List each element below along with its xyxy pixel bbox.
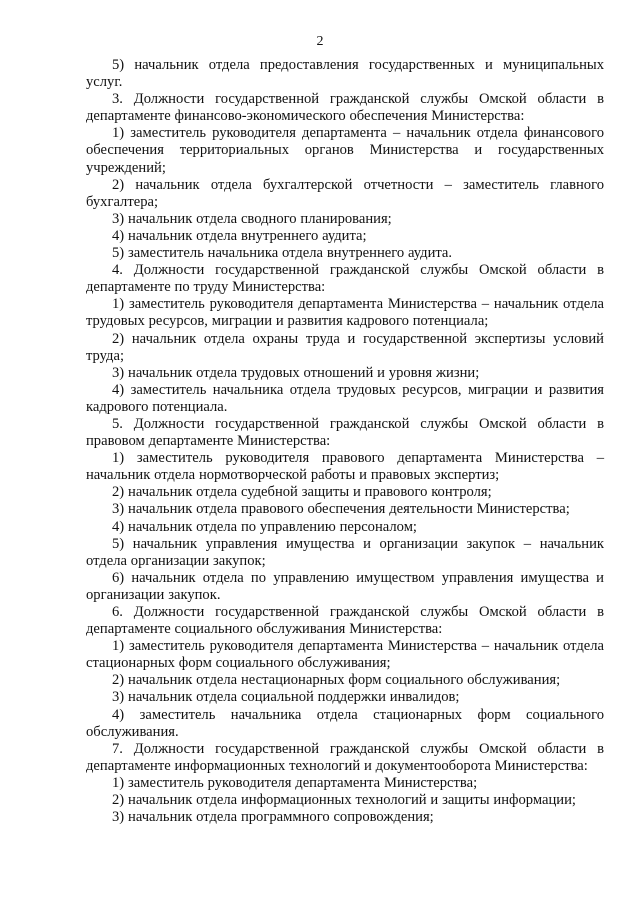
list-item: 2) начальник отдела охраны труда и государственной экспертизы условий труда; — [86, 330, 604, 364]
section-heading: 6. Должности государственной гражданской службы Омской области в департаменте социального обслуживания Министерства: — [86, 604, 604, 638]
section-heading: 4. Должности государственной гражданской службы Омской области в департаменте по труду Министерства: — [86, 262, 604, 296]
document-body — [86, 57, 604, 826]
list-item: 2) начальник отдела судебной защиты и правового контроля; — [112, 484, 492, 501]
list-item: 1) заместитель руководителя департамента Министерства – начальник отдела стационарных форм социального обслуживания; — [86, 638, 604, 672]
list-item: 4) заместитель начальника отдела трудовых ресурсов, миграции и развития кадрового потенциала. — [86, 381, 604, 415]
list-item: 2) начальник отдела бухгалтерской отчетности – заместитель главного бухгалтера; — [86, 176, 604, 210]
list-item: 1) заместитель руководителя департамента – начальник отдела финансового обеспечения территориальных органов Министерства и государственных учреждений; — [86, 125, 604, 176]
list-item: 5) заместитель начальника отдела внутреннего аудита. — [112, 245, 453, 262]
list-item: 3) начальник отдела программного сопровождения; — [112, 809, 434, 826]
list-item: 6) начальник отдела по управлению имуществом управления имущества и организации закупок. — [86, 569, 604, 603]
list-item: 3) начальник отдела социальной поддержки инвалидов; — [112, 689, 460, 706]
list-item: 5) начальник управления имущества и организации закупок – начальник отдела организации закупок; — [86, 535, 604, 569]
list-item: 3) начальник отдела сводного планирования; — [112, 210, 392, 227]
list-item: 1) заместитель руководителя правового департамента Министерства – начальник отдела нормотворческой работы и правовых экспертиз; — [86, 450, 604, 484]
list-item: 3) начальник отдела трудовых отношений и уровня жизни; — [112, 364, 480, 381]
list-item: 4) начальник отдела по управлению персоналом; — [112, 518, 417, 535]
section-heading: 5. Должности государственной гражданской службы Омской области в правовом департаменте Министерства: — [86, 415, 604, 450]
list-item: 4) заместитель начальника отдела стационарных форм социального обслуживания. — [86, 706, 604, 740]
section-heading: 7. Должности государственной гражданской службы Омской области в департаменте информационных технологий и документооборота Министерства: — [86, 740, 604, 774]
page-number: 2 — [316, 34, 324, 49]
list-item: 5) начальник отдела предоставления государственных и муниципальных услуг. — [86, 57, 604, 91]
list-item: 4) начальник отдела внутреннего аудита; — [112, 227, 367, 244]
list-item: 3) начальник отдела правового обеспечения деятельности Министерства; — [112, 501, 570, 518]
section-heading: 3. Должности государственной гражданской службы Омской области в департаменте финансово-экономического обеспечения Министерства: — [86, 91, 604, 125]
list-item: 1) заместитель руководителя департамента Министерства; — [112, 774, 478, 791]
list-item: 2) начальник отдела информационных технологий и защиты информации; — [112, 792, 576, 809]
list-item: 1) заместитель руководителя департамента Министерства – начальник отдела трудовых ресурсов, миграции и развития кадрового потенциала; — [86, 296, 604, 330]
list-item: 2) начальник отдела нестационарных форм социального обслуживания; — [112, 672, 561, 689]
